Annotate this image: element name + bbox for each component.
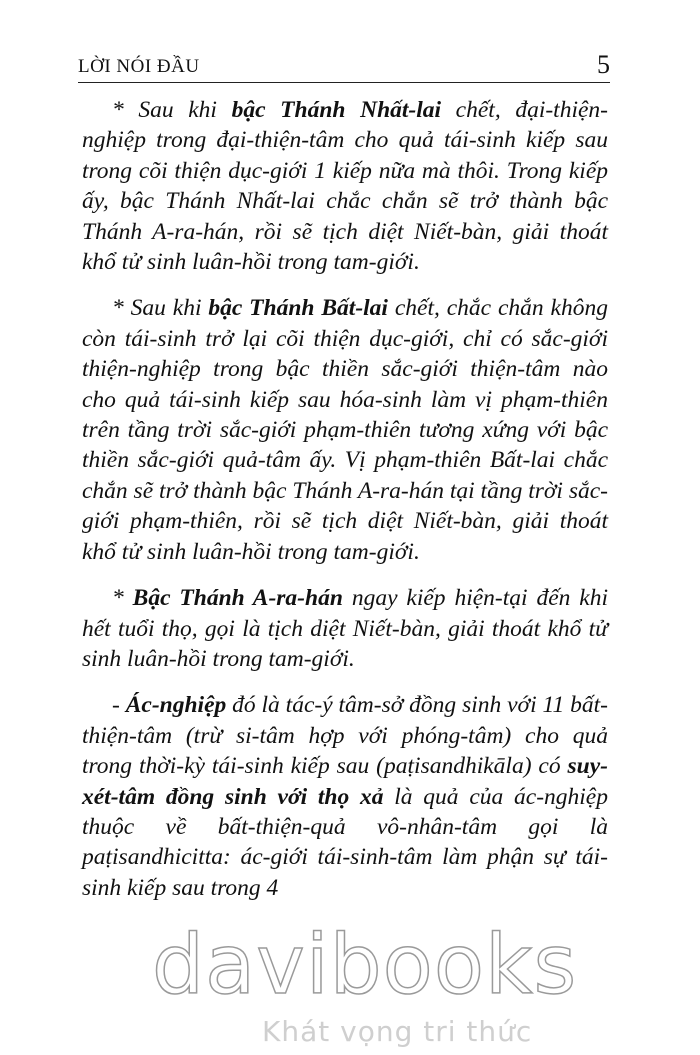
page-header: [78, 50, 610, 84]
bold-term: suy-xét-tâm đồng sinh với thọ xả: [82, 753, 608, 810]
header-divider: [78, 82, 610, 83]
page-number: 5: [597, 50, 610, 79]
paragraph-unwholesome-kamma: [82, 690, 608, 903]
bold-term: Bậc Thánh A-ra-hán: [132, 585, 343, 612]
watermark: [0, 918, 700, 1055]
text-run: * Sau khi: [112, 97, 232, 123]
paragraph-non-returner: [82, 293, 608, 567]
bold-term: Ác-nghiệp: [125, 692, 227, 719]
body-text: [82, 95, 608, 903]
text-run: là quả của ác-nghiệp thuộc về bất-thiện-quả vô-nhân-tâm gọi là paṭisandhicitta: ác-giới tái-sinh-tâm làm phận sự tái-sinh kiếp sau trong 4: [82, 783, 608, 901]
paragraph-once-returner: [82, 95, 608, 277]
watermark-slogan: Khát vọng tri thức: [262, 1015, 533, 1048]
paragraph-arahant: [82, 583, 608, 674]
text-run: * Sau khi: [112, 295, 209, 322]
text-run: đó là tác-ý tâm-sở đồng sinh với 11 bất-thiện-tâm (trừ si-tâm hợp với phóng-tâm) cho quả trong thời-kỳ tái-sinh kiếp sau (paṭisandhikāla) có: [82, 692, 609, 780]
bold-term: bậc Thánh Bất-lai: [208, 295, 388, 322]
text-run: *: [112, 585, 133, 612]
bold-term: bậc Thánh Nhất-lai: [231, 97, 442, 123]
watermark-logo: davibooks: [152, 918, 578, 1013]
text-run: -: [112, 692, 126, 719]
text-run: chết, chắc chắn không còn tái-sinh trở lại cõi thiện dục-giới, chỉ có sắc-giới thiện-nghiệp trong bậc thiền sắc-giới thiện-tâm nào cho quả tái-sinh kiếp sau hóa-sinh làm vị phạm-thiên trên tầng trời sắc-giới phạm-thiên tương xứng với bậc thiền sắc-giới quả-tâm ấy. Vị phạm-thiên Bất-lai chắc chắn sẽ trở thành bậc Thánh A-ra-hán tại tầng trời sắc-giới phạm-thiên, rồi sẽ tịch diệt Niết-bàn, giải thoát khổ tử sinh luân-hồi trong tam-giới.: [82, 295, 608, 565]
running-title: LỜI NÓI ĐẦU: [78, 56, 200, 77]
text-run: chết, đại-thiện-nghiệp trong đại-thiện-tâm cho quả tái-sinh kiếp sau trong cõi thiện dục-giới 1 kiếp nữa mà thôi. Trong kiếp ấy, bậc Thánh Nhất-lai chắc chắn sẽ trở thành bậc Thánh A-ra-hán, rồi sẽ tịch diệt Niết-bàn, giải thoát khổ tử sinh luân-hồi trong tam-giới.: [82, 97, 608, 276]
text-run: ngay kiếp hiện-tại đến khi hết tuổi thọ, gọi là tịch diệt Niết-bàn, giải thoát khổ tử sinh luân-hồi trong tam-giới.: [82, 585, 609, 672]
